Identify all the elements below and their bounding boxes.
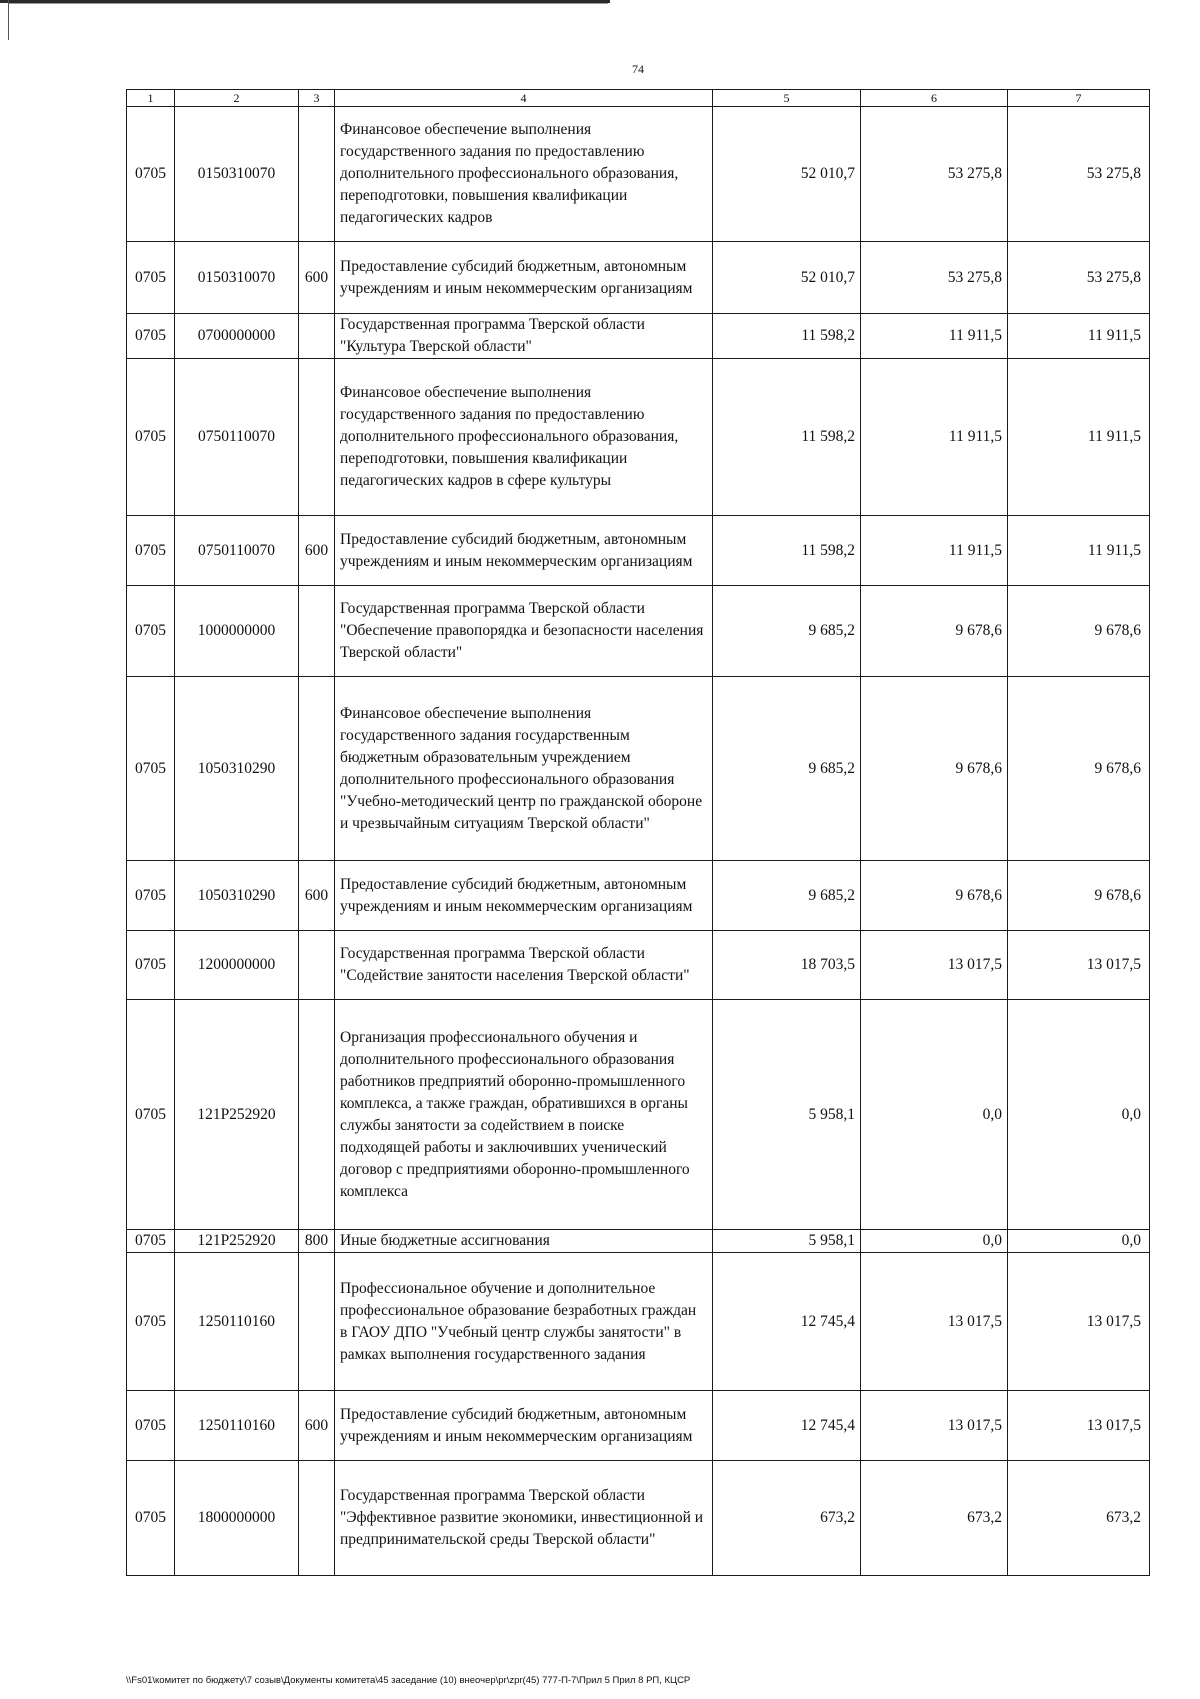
amount-col5: 9 685,2 xyxy=(713,586,861,677)
section-code: 0705 xyxy=(127,107,175,242)
amount-col6: 11 911,5 xyxy=(861,516,1008,586)
row-description: Иные бюджетные ассигнования xyxy=(335,1230,713,1253)
amount-col7: 53 275,8 xyxy=(1008,242,1150,314)
section-code: 0705 xyxy=(127,1230,175,1253)
amount-col5: 52 010,7 xyxy=(713,107,861,242)
table-row xyxy=(127,359,1150,516)
page-number: 74 xyxy=(632,62,644,76)
target-article-code: 1050310290 xyxy=(175,861,299,931)
table-row xyxy=(127,1391,1150,1461)
row-description: Финансовое обеспечение выполнения государственного задания государственным бюджетным образовательным учреждением дополнительного профессионального образования "Учебно-методический центр по гражданской обороне и чрезвычайным ситуациям Тверской области" xyxy=(335,677,713,861)
file-path-footer: \\Fs01\комитет по бюджету\7 созыв\Документы комитета\45 заседание (10) внеочер\pr\zpr(45) 777-П-7\Прил 5 Прил 8 РП, КЦСР xyxy=(126,1675,691,1686)
column-header: 4 xyxy=(335,90,713,107)
amount-col5: 5 958,1 xyxy=(713,1000,861,1230)
amount-col5: 11 598,2 xyxy=(713,314,861,359)
amount-col6: 11 911,5 xyxy=(861,359,1008,516)
expense-type-code: 600 xyxy=(299,1391,335,1461)
amount-col5: 12 745,4 xyxy=(713,1253,861,1391)
row-description: Предоставление субсидий бюджетным, автономным учреждениям и иным некоммерческим организациям xyxy=(335,516,713,586)
target-article-code: 0750110070 xyxy=(175,359,299,516)
expense-type-code: 800 xyxy=(299,1230,335,1253)
section-code: 0705 xyxy=(127,516,175,586)
table-row xyxy=(127,1230,1150,1253)
amount-col6: 53 275,8 xyxy=(861,242,1008,314)
amount-col7: 0,0 xyxy=(1008,1230,1150,1253)
target-article-code: 0150310070 xyxy=(175,107,299,242)
expense-type-code xyxy=(299,586,335,677)
amount-col5: 18 703,5 xyxy=(713,931,861,1000)
target-article-code: 1800000000 xyxy=(175,1461,299,1576)
amount-col7: 13 017,5 xyxy=(1008,1391,1150,1461)
expense-type-code: 600 xyxy=(299,242,335,314)
row-description: Организация профессионального обучения и дополнительного профессионального образования работников предприятий оборонно-промышленного комплекса, а также граждан, обратившихся в органы службы занятости за содействием в поиске подходящей работы и заключивших ученический договор с предприятиями оборонно-промышленного комплекса xyxy=(335,1000,713,1230)
target-article-code: 121P252920 xyxy=(175,1000,299,1230)
section-code: 0705 xyxy=(127,1461,175,1576)
top-rule-thin xyxy=(8,3,608,4)
column-header: 6 xyxy=(861,90,1008,107)
amount-col5: 12 745,4 xyxy=(713,1391,861,1461)
amount-col6: 11 911,5 xyxy=(861,314,1008,359)
amount-col6: 9 678,6 xyxy=(861,586,1008,677)
amount-col6: 0,0 xyxy=(861,1230,1008,1253)
expense-type-code xyxy=(299,359,335,516)
amount-col7: 13 017,5 xyxy=(1008,931,1150,1000)
expense-type-code xyxy=(299,1461,335,1576)
amount-col6: 13 017,5 xyxy=(861,931,1008,1000)
amount-col7: 673,2 xyxy=(1008,1461,1150,1576)
table-row xyxy=(127,861,1150,931)
amount-col7: 0,0 xyxy=(1008,1000,1150,1230)
section-code: 0705 xyxy=(127,242,175,314)
row-description: Финансовое обеспечение выполнения государственного задания по предоставлению дополнительного профессионального образования, переподготовки, повышения квалификации педагогических кадров xyxy=(335,107,713,242)
section-code: 0705 xyxy=(127,1253,175,1391)
row-description: Предоставление субсидий бюджетным, автономным учреждениям и иным некоммерческим организациям xyxy=(335,861,713,931)
target-article-code: 0150310070 xyxy=(175,242,299,314)
target-article-code: 1250110160 xyxy=(175,1253,299,1391)
expense-type-code: 600 xyxy=(299,861,335,931)
table-header-row xyxy=(127,90,1150,107)
target-article-code: 0700000000 xyxy=(175,314,299,359)
section-code: 0705 xyxy=(127,359,175,516)
section-code: 0705 xyxy=(127,1391,175,1461)
amount-col5: 9 685,2 xyxy=(713,861,861,931)
amount-col6: 53 275,8 xyxy=(861,107,1008,242)
column-header: 7 xyxy=(1008,90,1150,107)
column-header: 3 xyxy=(299,90,335,107)
section-code: 0705 xyxy=(127,1000,175,1230)
amount-col6: 13 017,5 xyxy=(861,1391,1008,1461)
expense-type-code xyxy=(299,1253,335,1391)
row-description: Финансовое обеспечение выполнения государственного задания по предоставлению дополнительного профессионального образования, переподготовки, повышения квалификации педагогических кадров в сфере культуры xyxy=(335,359,713,516)
amount-col6: 13 017,5 xyxy=(861,1253,1008,1391)
section-code: 0705 xyxy=(127,931,175,1000)
amount-col6: 9 678,6 xyxy=(861,861,1008,931)
row-description: Государственная программа Тверской области "Содействие занятости населения Тверской области" xyxy=(335,931,713,1000)
column-header: 2 xyxy=(175,90,299,107)
amount-col5: 9 685,2 xyxy=(713,677,861,861)
table-row xyxy=(127,1000,1150,1230)
row-description: Предоставление субсидий бюджетным, автономным учреждениям и иным некоммерческим организациям xyxy=(335,242,713,314)
target-article-code: 121P252920 xyxy=(175,1230,299,1253)
amount-col7: 11 911,5 xyxy=(1008,359,1150,516)
table-row xyxy=(127,1461,1150,1576)
amount-col7: 11 911,5 xyxy=(1008,516,1150,586)
table-row xyxy=(127,586,1150,677)
row-description: Предоставление субсидий бюджетным, автономным учреждениям и иным некоммерческим организациям xyxy=(335,1391,713,1461)
expense-type-code xyxy=(299,677,335,861)
section-code: 0705 xyxy=(127,586,175,677)
column-header: 5 xyxy=(713,90,861,107)
amount-col7: 9 678,6 xyxy=(1008,677,1150,861)
table-row xyxy=(127,931,1150,1000)
amount-col6: 0,0 xyxy=(861,1000,1008,1230)
row-description: Государственная программа Тверской области "Эффективное развитие экономики, инвестиционной и предпринимательской среды Тверской области" xyxy=(335,1461,713,1576)
amount-col5: 11 598,2 xyxy=(713,359,861,516)
row-description: Профессиональное обучение и дополнительное профессиональное образование безработных граждан в ГАОУ ДПО "Учебный центр службы занятости" в рамках выполнения государственного задания xyxy=(335,1253,713,1391)
table-row xyxy=(127,677,1150,861)
amount-col6: 673,2 xyxy=(861,1461,1008,1576)
table-row xyxy=(127,516,1150,586)
expense-type-code: 600 xyxy=(299,516,335,586)
amount-col5: 673,2 xyxy=(713,1461,861,1576)
amount-col7: 11 911,5 xyxy=(1008,314,1150,359)
section-code: 0705 xyxy=(127,861,175,931)
target-article-code: 1250110160 xyxy=(175,1391,299,1461)
amount-col7: 9 678,6 xyxy=(1008,861,1150,931)
expense-type-code xyxy=(299,1000,335,1230)
column-header: 1 xyxy=(127,90,175,107)
row-description: Государственная программа Тверской области "Культура Тверской области" xyxy=(335,314,713,359)
amount-col7: 13 017,5 xyxy=(1008,1253,1150,1391)
amount-col6: 9 678,6 xyxy=(861,677,1008,861)
expense-type-code xyxy=(299,931,335,1000)
target-article-code: 1000000000 xyxy=(175,586,299,677)
budget-table xyxy=(126,89,1150,1576)
amount-col7: 9 678,6 xyxy=(1008,586,1150,677)
amount-col5: 5 958,1 xyxy=(713,1230,861,1253)
target-article-code: 1200000000 xyxy=(175,931,299,1000)
section-code: 0705 xyxy=(127,677,175,861)
expense-type-code xyxy=(299,314,335,359)
amount-col5: 52 010,7 xyxy=(713,242,861,314)
target-article-code: 1050310290 xyxy=(175,677,299,861)
table-row xyxy=(127,314,1150,359)
target-article-code: 0750110070 xyxy=(175,516,299,586)
table-row xyxy=(127,242,1150,314)
table-row xyxy=(127,107,1150,242)
amount-col5: 11 598,2 xyxy=(713,516,861,586)
row-description: Государственная программа Тверской области "Обеспечение правопорядка и безопасности населения Тверской области" xyxy=(335,586,713,677)
amount-col7: 53 275,8 xyxy=(1008,107,1150,242)
section-code: 0705 xyxy=(127,314,175,359)
table-row xyxy=(127,1253,1150,1391)
expense-type-code xyxy=(299,107,335,242)
left-margin-rule xyxy=(8,0,9,40)
